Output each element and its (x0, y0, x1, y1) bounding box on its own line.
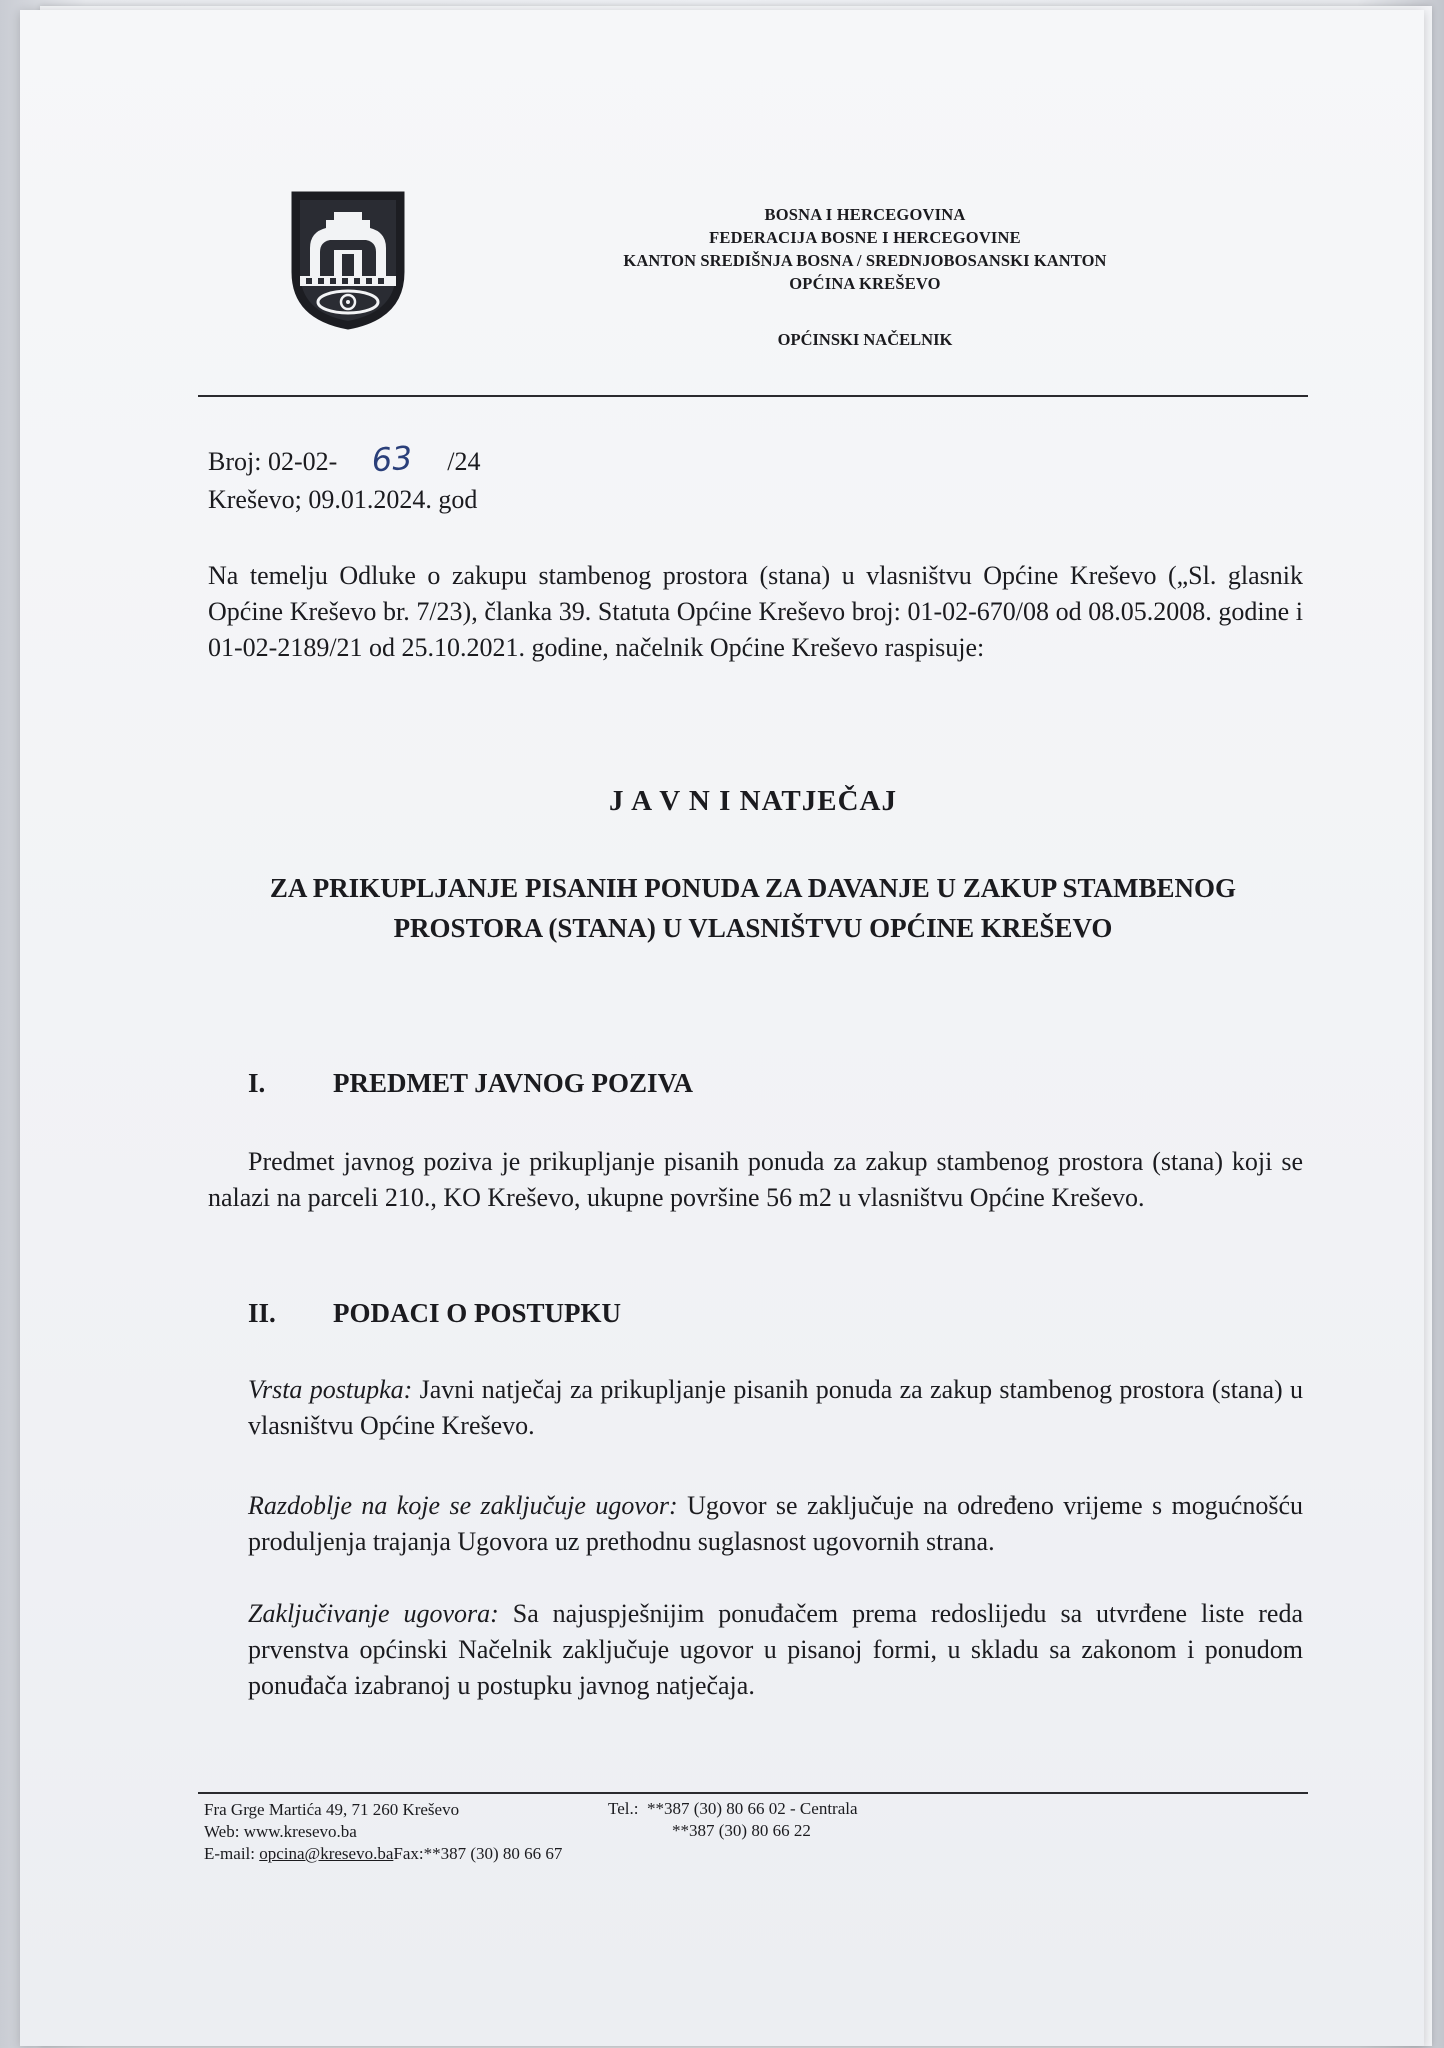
section-body: Predmet javnog poziva je prikupljanje pisanih ponuda za zakup stambenog prostora (stana) koji se nalazi na parceli 210., KO Kreševo, ukupne površine 56 m2 u vlasništvu Općine Kreševo. (208, 1147, 1303, 1212)
contract-conclusion (248, 1596, 1303, 1704)
procedure-type-text: Javni natječaj za prikupljanje pisanih ponuda za zakup stambenog prostora (stana) u vlasništvu Općine Kreševo. (248, 1375, 1303, 1440)
section-number: II. (248, 1298, 276, 1328)
reference-number-label: Broj: 02-02- (208, 447, 338, 476)
footer-address: Fra Grge Martića 49, 71 260 Kreševo (204, 1800, 460, 1819)
header-country: BOSNA I HERCEGOVINA (764, 205, 966, 224)
header-federation: FEDERACIJA BOSNE I HERCEGOVINE (709, 228, 1021, 247)
contract-period-text: Ugovor se zaključuje na određeno vrijeme s mogućnošću produljenja trajanja Ugovora uz prethodnu suglasnost ugovornih strana. (248, 1491, 1303, 1556)
footer-phones (608, 1798, 858, 1842)
footer-tel-1: **387 (30) 80 66 02 - Centrala (646, 1799, 858, 1818)
reference-number (208, 440, 481, 481)
section-heading (248, 1068, 693, 1099)
document-subtitle: ZA PRIKUPLJANJE PISANIH PONUDA ZA DAVANJE U ZAKUP STAMBENOG PROSTORA (STANA) U VLASNIŠTVU OPĆINE KREŠEVO (269, 873, 1237, 943)
contract-period-label: Razdoblje na koje se zaključuje ugovor: (248, 1491, 678, 1520)
footer-web: Web: www.kresevo.ba (204, 1822, 357, 1841)
footer-divider (198, 1792, 1308, 1794)
contract-conclusion-text: Sa najuspješnijim ponuđačem prema redoslijedu sa utvrđene liste reda prvenstva općinski Načelnik zaključuje ugovor u pisanoj formi, u skladu sa zakonom i ponudom ponuđača izabranoj u postupku javnog natječaja. (248, 1599, 1303, 1700)
section-number: I. (248, 1068, 266, 1098)
header-office: OPĆINSKI NAČELNIK (777, 330, 953, 349)
header-divider (198, 395, 1308, 397)
header-canton: KANTON SREDIŠNJA BOSNA / SREDNJOBOSANSKI KANTON (623, 251, 1107, 270)
reference-block (208, 440, 481, 519)
section-title: PREDMET JAVNOG POZIVA (333, 1068, 694, 1098)
header-municipality: OPĆINA KREŠEVO (789, 274, 941, 293)
handwritten-number: 63 (370, 438, 414, 480)
footer-tel-label: Tel.: (608, 1799, 639, 1818)
procedure-type (248, 1372, 1303, 1444)
footer-contact (204, 1799, 562, 1865)
municipal-coat-of-arms-icon (290, 190, 406, 330)
footer-email-label: E-mail: (204, 1844, 260, 1863)
footer-email-line (204, 1843, 562, 1865)
contract-period (248, 1488, 1303, 1560)
document-title: J A V N I NATJEČAJ (609, 785, 897, 817)
footer-tel-2: **387 (30) 80 66 22 (672, 1821, 811, 1840)
procedure-type-label: Vrsta postupka: (248, 1375, 413, 1404)
reference-number-suffix: /24 (447, 447, 481, 476)
section-title: PODACI O POSTUPKU (333, 1298, 622, 1328)
issuer-header (520, 203, 1210, 295)
footer-email[interactable]: opcina@kresevo.ba (259, 1844, 394, 1863)
section-heading (248, 1298, 621, 1329)
contract-conclusion-label: Zaključivanje ugovora: (248, 1599, 499, 1628)
document-page (20, 10, 1424, 2046)
intro-paragraph: Na temelju Odluke o zakupu stambenog prostora (stana) u vlasništvu Općine Kreševo („Sl. glasnik Općine Kreševo br. 7/23), članka 39. Statuta Općine Kreševo broj: 01-02-670/08 od 08.05.2008. godine i 01-02-2189/21 od 25.10.2021. godine, načelnik Općine Kreševo raspisuje: (208, 561, 1303, 662)
footer-fax: Fax:**387 (30) 80 66 67 (393, 1844, 563, 1863)
place-date: Kreševo; 09.01.2024. god (208, 485, 478, 514)
